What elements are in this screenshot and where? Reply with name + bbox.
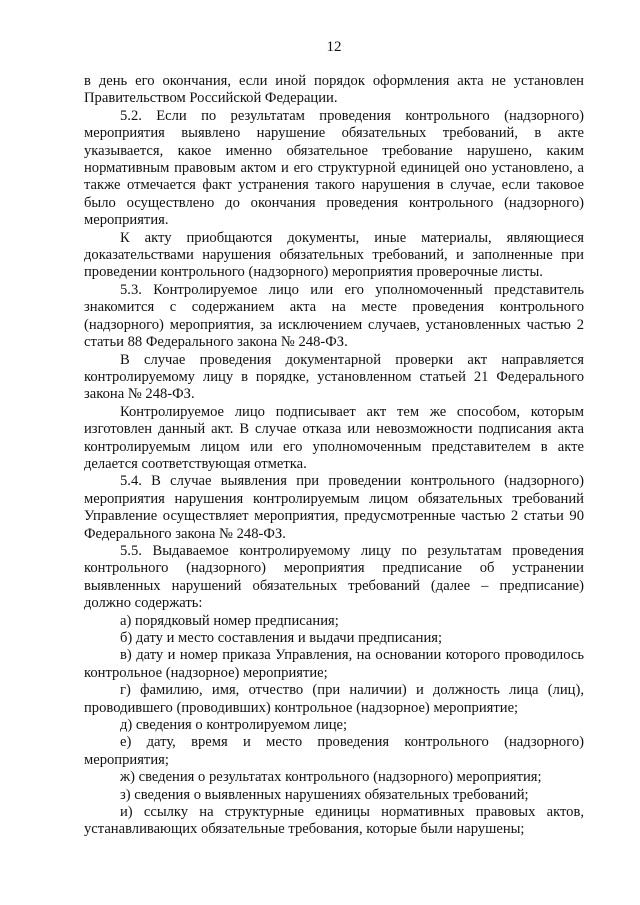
paragraph: и) ссылку на структурные единицы нормативных правовых актов, устанавливающих обязательные требования, которые были нарушены; [84,804,584,838]
paragraph: Контролируемое лицо подписывает акт тем же способом, которым изготовлен данный акт. В случае отказа или невозможности подписания акта контролируемым лицом или его уполномоченным представителем в акте делается соответствующая отметка. [84,403,584,472]
paragraph: в) дату и номер приказа Управления, на основании которого проводилось контрольное (надзорное) мероприятие; [84,647,584,681]
paragraph: г) фамилию, имя, отчество (при наличии) и должность лица (лиц), проводившего (проводивших) контрольное (надзорное) мероприятие; [84,682,584,716]
paragraph: ж) сведения о результатах контрольного (надзорного) мероприятия; [120,769,542,786]
paragraph: К акту приобщаются документы, иные материалы, являющиеся доказательствами нарушения обязательных требований, и заполненные при проведении контрольного (надзорного) мероприятия проверочные листы. [84,229,584,281]
paragraph: 5.4. В случае выявления при проведении контрольного (надзорного) мероприятия нарушения контролируемым лицом обязательных требований Управление осуществляет мероприятия, предусмотренные частью 2 статьи 90 Федерального закона № 248-ФЗ. [84,473,584,542]
paragraph: 5.2. Если по результатам проведения контрольного (надзорного) мероприятия выявлено нарушение обязательных требований, в акте указывается, какое именно обязательное требование нарушено, каким нормативным правовым актом и его структурной единицей оно установлено, а также отмечается факт устранения такого нарушения в случае, если таковое было осуществлено до окончания проведения контрольного (надзорного) мероприятия. [84,107,584,229]
page-number: 12 [326,39,342,55]
paragraph: 5.5. Выдаваемое контролируемому лицу по результатам проведения контрольного (надзорного) мероприятия предписание об устранении выявленных нарушений обязательных требований (далее – предписание) должно содержать: [84,542,584,612]
paragraph: з) сведения о выявленных нарушениях обязательных требований; [120,786,529,803]
paragraph: д) сведения о контролируемом лице; [120,717,348,734]
document-body [84,73,584,839]
paragraph: а) порядковый номер предписания; [120,612,339,629]
paragraph: е) дату, время и место проведения контрольного (надзорного) мероприятия; [84,734,584,768]
paragraph: б) дату и место составления и выдачи предписания; [120,630,443,646]
paragraph: В случае проведения документарной проверки акт направляется контролируемому лицу в порядке, установленном статьей 21 Федерального закона № 248-ФЗ. [84,351,584,403]
paragraph: 5.3. Контролируемое лицо или его уполномоченный представитель знакомится с содержанием акта на месте проведения контрольного (надзорного) мероприятия, за исключением случаев, установленных частью 2 статьи 88 Федерального закона № 248-ФЗ. [84,281,584,351]
paragraph: в день его окончания, если иной порядок оформления акта не установлен Правительством Российской Федерации. [84,73,584,107]
